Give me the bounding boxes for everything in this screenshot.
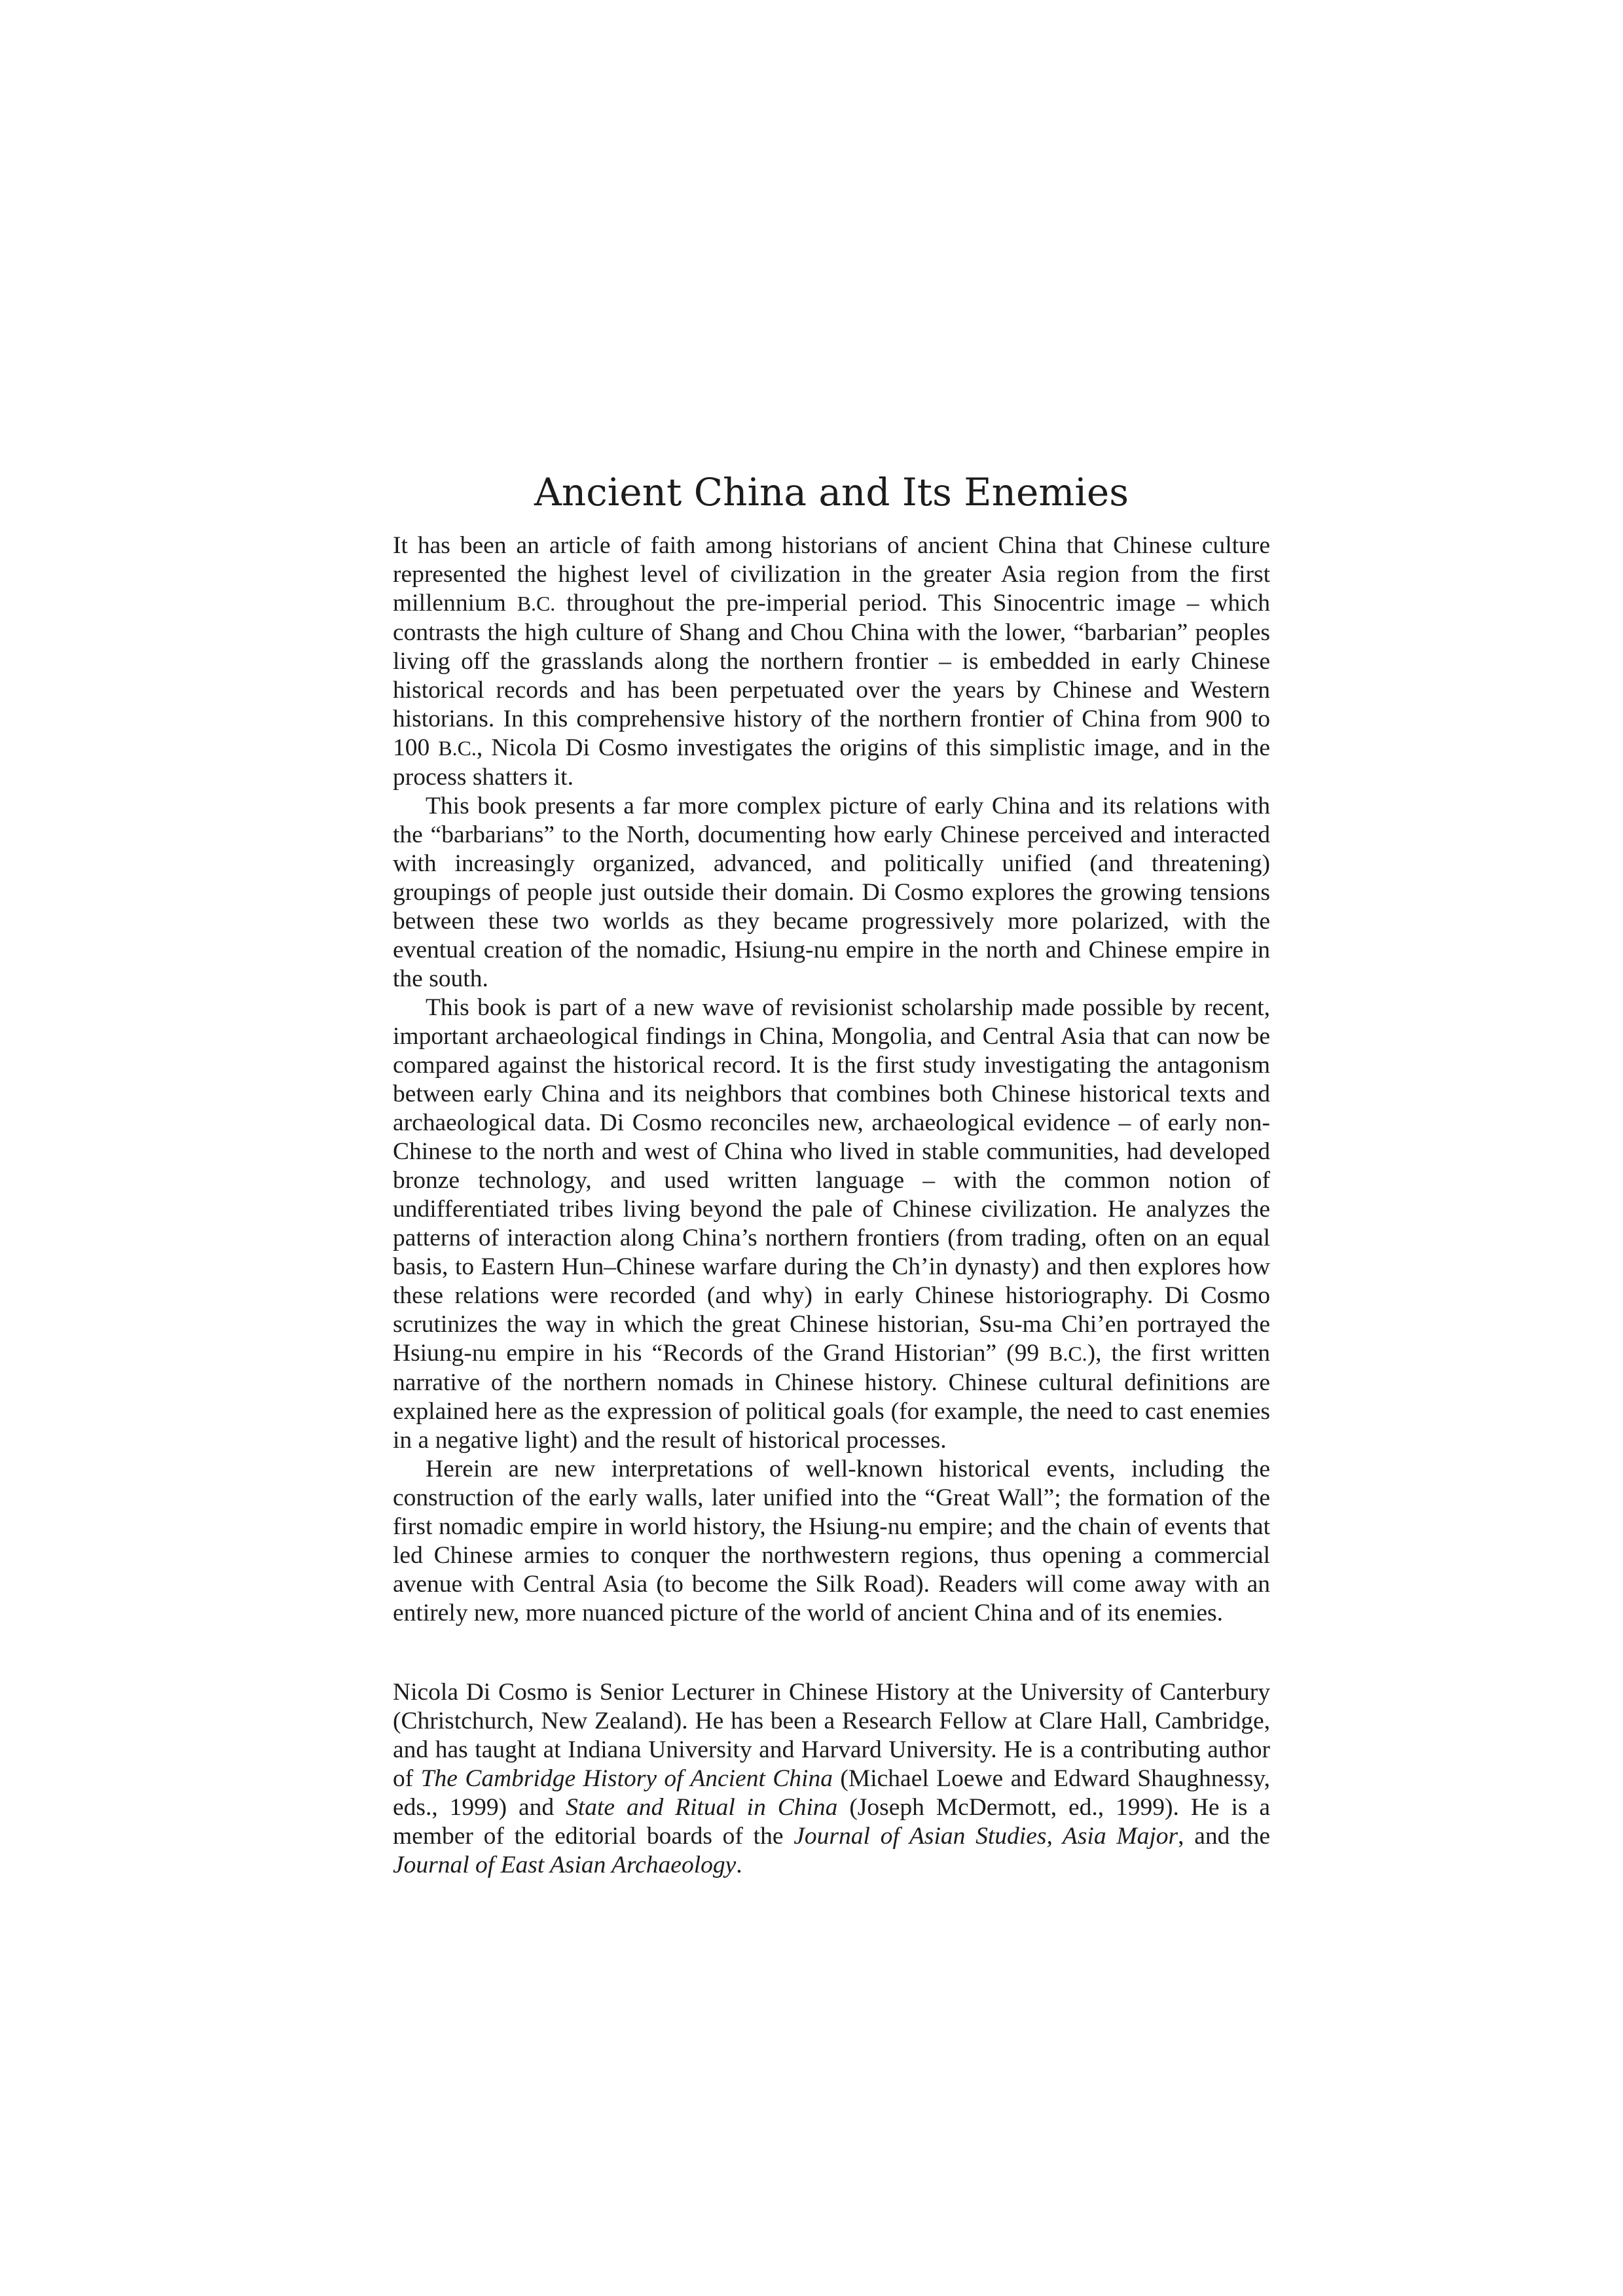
description-paragraph-2: This book presents a far more complex picture of early China and its relations with the “barbarians” to the North, documenting how early Chinese perceived and interacted with increasingly organized, advanced, and politically unified (and threatening) groupings of people just outside their domain. Di Cosmo explores the growing tensions between these two worlds as they became progressively more polarized, with the eventual creation of the nomadic, Hsiung-nu empire in the north and Chinese empire in the south. — [393, 793, 1270, 992]
description-paragraph-3 — [393, 994, 1270, 1455]
text-run: throughout the pre-imperial period. This Sinocentric image – which contrasts the high culture of Shang and Chou China with the lower, “barbarian” peoples living off the grasslands along the northern frontier – is embedded in early Chinese historical records and has been perpetuated over the years by Chinese and Western historians. In this comprehensive history of the northern frontier of China from 900 to 100 — [393, 590, 1270, 761]
text-run: , Nicola Di Cosmo investigates the origins of this simplistic image, and in the process shatters it. — [393, 734, 1271, 791]
description-paragraph-1 — [393, 531, 1270, 792]
journal-title: Journal of Asian Studies, Asia Major — [793, 1823, 1178, 1850]
description-paragraph-4: Herein are new interpretations of well-known historical events, including the construction of the early walls, later unified into the “Great Wall”; the formation of the first nomadic empire in world history, the Hsiung-nu empire; and the chain of events that led Chinese armies to conquer the northwestern regions, thus opening a commercial avenue with Central Asia (to become the Silk Road). Readers will come away with an entirely new, more nuanced picture of the world of ancient China and of its enemies. — [393, 1456, 1270, 1626]
text-run: (Joseph McDermott, ed., 1999). He is a member of the editorial boards of the — [393, 1794, 1271, 1850]
era-abbrev: B.C. — [438, 737, 477, 760]
text-run: It has been an article of faith among historians of ancient China that Chinese culture represented the highest level of civilization in the greater Asia region from the first millennium — [393, 532, 1270, 617]
journal-title: Journal of East Asian Archaeology — [393, 1852, 737, 1878]
text-run: ), the first written narrative of the northern nomads in Chinese history. Chinese cultural definitions are explained here as the expression of political goals (for example, the need to cast enemies in a negative light) and the result of historical processes. — [393, 1340, 1270, 1454]
text-run: , and the — [1178, 1823, 1270, 1850]
book-title: State and Ritual in China — [566, 1794, 838, 1821]
era-abbrev: B.C. — [1049, 1342, 1087, 1365]
book-title: The Cambridge History of Ancient China — [420, 1765, 833, 1792]
text-run: Nicola Di Cosmo is Senior Lecturer in Chinese History at the University of Canterbury (Christchurch, New Zealand). He has been a Research Fellow at Clare Hall, Cambridge, and has taught at Indiana University and Harvard University. He is a contributing author of — [393, 1679, 1270, 1792]
author-bio — [393, 1678, 1270, 1880]
text-run: (Michael Loewe and Edward Shaughnessy, eds., 1999) and — [393, 1765, 1270, 1821]
book-description — [393, 531, 1270, 1628]
text-run: . — [736, 1852, 742, 1878]
page-title: Ancient China and Its Enemies — [534, 470, 1129, 514]
era-abbrev: B.C. — [517, 592, 556, 615]
text-run: This book is part of a new wave of revisionist scholarship made possible by recent, important archaeological findings in China, Mongolia, and Central Asia that can now be compared against the historical record. It is the first study investigating the antagonism between early China and its neighbors that combines both Chinese historical texts and archaeological data. Di Cosmo reconciles new, archaeological evidence – of early non-Chinese to the north and west of China who lived in stable communities, had developed bronze technology, and used written language – with the common notion of undifferentiated tribes living beyond the pale of Chinese civilization. He analyzes the patterns of interaction along China’s northern frontiers (from trading, often on an equal basis, to Eastern Hun–Chinese warfare during the Ch’in dynasty) and then explores how these relations were recorded (and why) in early Chinese historiography. Di Cosmo scrutinizes the way in which the great Chinese historian, Ssu-ma Chi’en portrayed the Hsiung-nu empire in his “Records of the Grand Historian” (99 — [393, 994, 1270, 1367]
